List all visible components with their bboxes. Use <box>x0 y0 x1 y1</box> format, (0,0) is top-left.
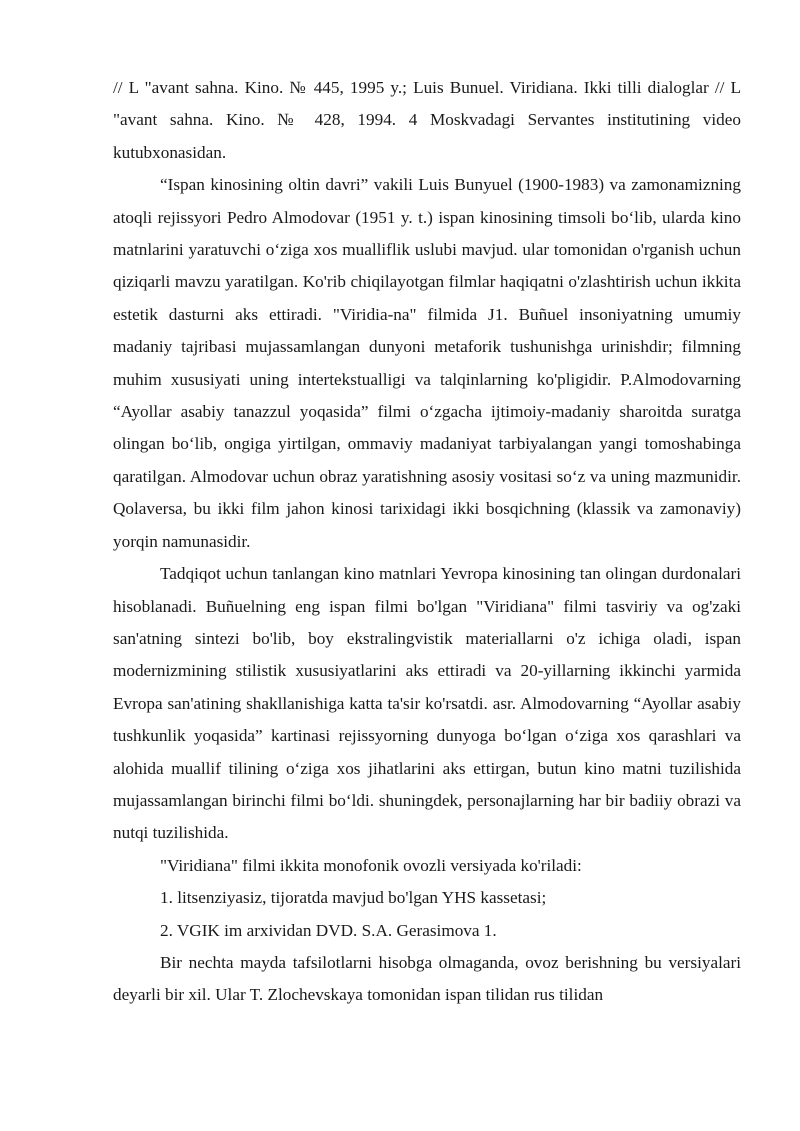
paragraph-reference-continuation: // L "avant sahna. Kino. № 445, 1995 y.; Luis Bunuel. Viridiana. Ikki tilli dialoglar // L "avant sahna. Kino. № 428, 1994. 4 Moskvadagi Servantes institutining video kutubxonasidan. <box>113 78 741 162</box>
paragraph-bunuel-almodovar-intro: “Ispan kinosining oltin davri” vakili Luis Bunyuel (1900-1983) va zamonamizning atoqli rejissyori Pedro Almodovar (1951 y. t.) ispan kinosining timsoli bo‘lib, ularda kino matnlarini yaratuvchi o‘ziga xos mualliflik uslubi mavjud. ular tomonidan o'rganish uchun qiziqarli mavzu yaratilgan. Ko'rib chiqilayotgan filmlar haqiqatni o'zlashtirish uchun ikkita estetik dasturni aks ettiradi. "Viridia-na" filmida J1. Buñuel insoniyatning umumiy madaniy tajribasi mujassamlangan dunyoni metaforik tushunishga urinishdir; filmning muhim xususiyati uning intertekstualligi va talqinlarning ko'pligidir. P.Almodovarning “Ayollar asabiy tanazzul yoqasida” filmi o‘zgacha ijtimoiy-madaniy sharoitda suratga olingan bo‘lib, ongiga yirtilgan, ommaviy madaniyat tarbiyalangan yangi tomoshabinga qaratilgan. Almodovar uchun obraz yaratishning asosiy vositasi so‘z va uning mazmunidir. Qolaversa, bu ikki film jahon kinosi tarixidagi ikki bosqichning (klassik va zamonaviy) yorqin namunasidir. <box>113 175 741 551</box>
paragraph-voice-versions: Bir nechta mayda tafsilotlarni hisobga olmaganda, ovoz berishning bu versiyalari deyarli bir xil. Ular T. Zlochevskaya tomonidan ispan tilidan rus tilidan <box>113 952 741 1005</box>
document-page <box>113 72 741 1012</box>
paragraph-research-films: Tadqiqot uchun tanlangan kino matnlari Yevropa kinosining tan olingan durdonalari hisoblanadi. Buñuelning eng ispan filmi bo'lgan "Viridiana" filmi tasviriy va og'zaki san'atning sintezi bo'lib, boy ekstralingvistik materiallarni o'z ichiga oladi, ispan modernizmining stilistik xususiyatlarini aks ettiradi va 20-yillarning ikkinchi yarmida Evropa san'atining shakllanishiga katta ta'sir ko'rsatdi. asr. Almodovarning “Ayollar asabiy tushkunlik yoqasida” kartinasi rejissyorning dunyoga bo‘lgan o‘ziga xos qarashlari va alohida muallif tilining o‘ziga xos jihatlarini aks ettirgan, butun kino matni tuzilishida mujassamlangan birinchi filmi bo‘ldi. shuningdek, personajlarning har bir badiiy obrazi va nutqi tuzilishida. <box>113 564 741 843</box>
list-item-vhs-cassette: 1. litsenziyasiz, tijoratda mavjud bo'lgan YHS kassetasi; <box>160 888 547 908</box>
paragraph-viridiana-versions: "Viridiana" filmi ikkita monofonik ovozli versiyada ko'riladi: <box>160 855 582 875</box>
list-item-vgik-dvd: 2. VGIK im arxividan DVD. S.A. Gerasimova 1. <box>160 920 497 940</box>
